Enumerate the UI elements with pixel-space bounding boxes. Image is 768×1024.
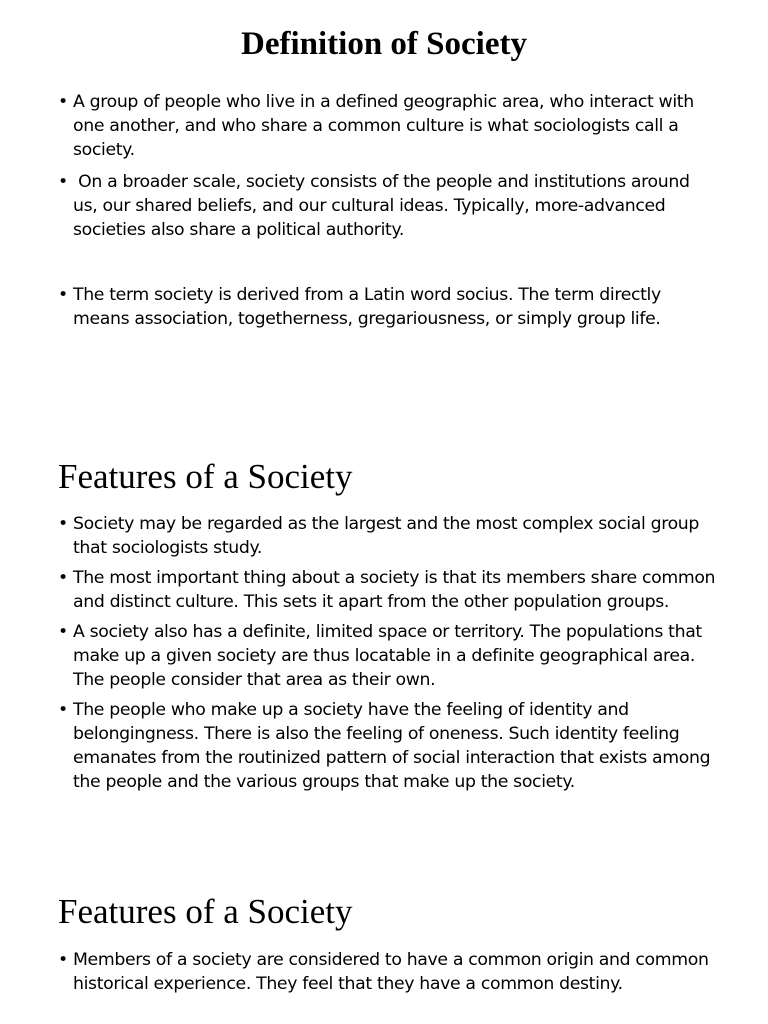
bullet-icon: • (58, 568, 68, 588)
bullet-text: The people who make up a society have the feeling of identity and belongingness. There is also the feeling of oneness. Such identity feeling emanates from the routinized pattern of social interaction that exists among the people and the various groups that make up the society. (73, 700, 711, 792)
list-item (58, 90, 718, 162)
list-item (58, 620, 718, 692)
slide-features-of-a-society-2 (0, 891, 768, 996)
bullet-icon: • (58, 285, 68, 305)
list-item (58, 566, 718, 614)
slide-definition-of-society (0, 24, 768, 331)
bullet-icon: • (58, 700, 68, 720)
list-item (58, 948, 718, 996)
list-item (58, 698, 718, 794)
bullet-text: Members of a society are considered to have a common origin and common historical experience. They feel that they have a common destiny. (73, 950, 709, 994)
bullet-icon: • (58, 514, 68, 534)
bullet-list (0, 90, 718, 331)
slide-title: Definition of Society (241, 26, 527, 62)
bullet-list (0, 948, 718, 996)
bullet-icon: • (58, 172, 68, 192)
slide-title: Features of a Society (58, 892, 353, 931)
bullet-icon: • (58, 622, 68, 642)
list-item (58, 283, 718, 331)
bullet-text: A society also has a definite, limited space or territory. The populations that make up a given society are thus locatable in a definite geographical area. The people consider that area as their own. (73, 622, 702, 690)
slide-title: Features of a Society (58, 457, 353, 496)
bullet-list (0, 512, 718, 794)
bullet-text: On a broader scale, society consists of the people and institutions around us, our shared beliefs, and our cultural ideas. Typically, more-advanced societies also share a political authority. (73, 172, 695, 240)
bullet-text: A group of people who live in a defined geographic area, who interact with one another, and who share a common culture is what sociologists call a society. (73, 92, 694, 160)
list-item (58, 170, 718, 242)
list-item (58, 512, 718, 560)
bullet-icon: • (58, 950, 68, 970)
bullet-text: The most important thing about a society is that its members share common and distinct culture. This sets it apart from the other population groups. (73, 568, 716, 612)
bullet-icon: • (58, 92, 68, 112)
bullet-text: Society may be regarded as the largest and the most complex social group that sociologists study. (73, 514, 700, 558)
bullet-text: The term society is derived from a Latin word socius. The term directly means association, togetherness, gregariousness, or simply group life. (73, 285, 661, 329)
slide-features-of-a-society-1 (0, 456, 768, 794)
